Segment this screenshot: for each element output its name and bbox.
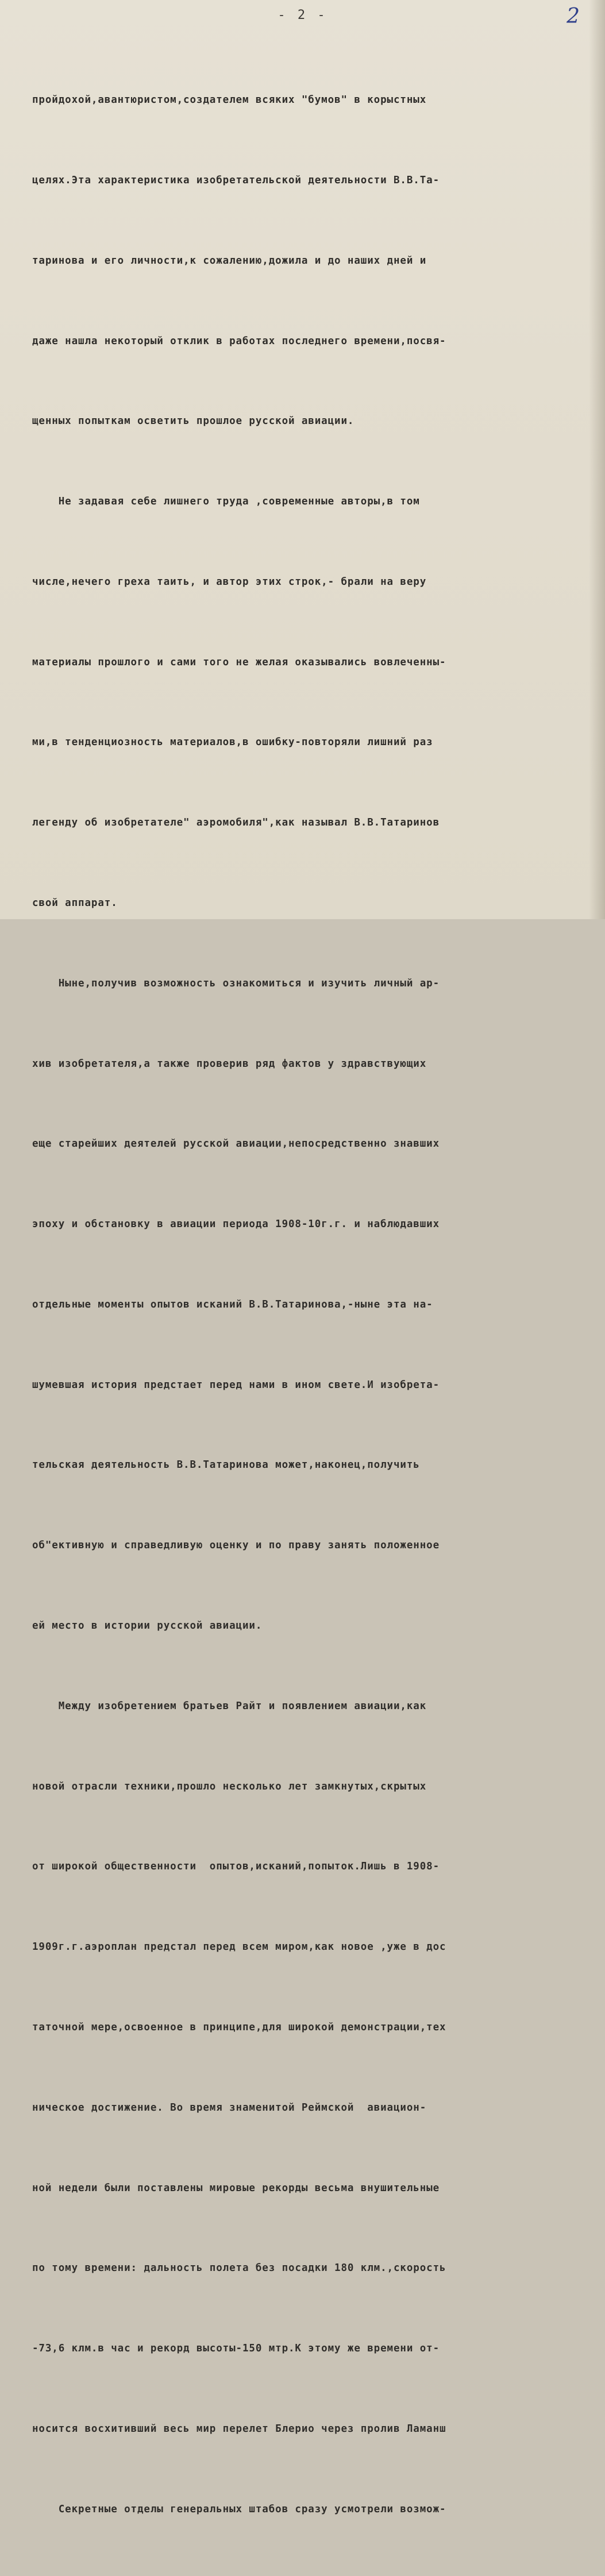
- text-line: шумевшая история предстает перед нами в ином свете.И изобрета-: [32, 1379, 440, 1391]
- text-line: пройдохой,авантюристом,создателем всяких "бумов" в корыстных: [32, 94, 427, 106]
- text-line: ной недели были поставлены мировые рекорды весьма внушительные: [32, 2182, 440, 2194]
- text-line: ническое достижение. Во время знаменитой Реймской авиацион-: [32, 2101, 427, 2114]
- text-line: свой аппарат.: [32, 897, 118, 909]
- text-line: 1909г.г.аэроплан предстал перед всем миром,как новое ,уже в дос: [32, 1941, 446, 1953]
- text-line: эпоху и обстановку в авиации периода 1908-10г.г. и наблюдавших: [32, 1218, 440, 1231]
- text-line: таточной мере,освоенное в принципе,для широкой демонстрации,тех: [32, 2021, 446, 2033]
- page-number: - 2 -: [278, 8, 327, 22]
- text-line: еще старейших деятелей русской авиации,непосредственно знавших: [32, 1138, 440, 1150]
- text-line: материалы прошлого и сами того не желая оказывались вовлеченны-: [32, 656, 446, 668]
- text-line: ей место в истории русской авиации.: [32, 1620, 263, 1632]
- text-line: об"ективную и справедливую оценку и по праву занять положенное: [32, 1540, 440, 1552]
- text-line: Секретные отделы генеральных штабов сразу усмотрели возмож-: [32, 2503, 446, 2515]
- text-line: даже нашла некоторый отклик в работах последнего времени,посвя-: [32, 335, 446, 347]
- text-line: от широкой общественности опытов,исканий,попыток.Лишь в 1908-: [32, 1861, 440, 1873]
- text-line: по тому времени: дальность полета без посадки 180 клм.,скорость: [32, 2262, 446, 2274]
- text-line: отдельные моменты опытов исканий В.В.Татаринова,-ныне эта на-: [32, 1298, 433, 1310]
- typed-text-body: [32, 33, 595, 2576]
- text-line: легенду об изобретателе" аэромобиля",как называл В.В.Татаринов: [32, 817, 440, 829]
- text-line: целях.Эта характеристика изобретательской деятельности В.В.Та-: [32, 174, 440, 186]
- text-line: Ныне,получив возможность ознакомиться и изучить личный ар-: [32, 977, 440, 989]
- text-line: новой отрасли техники,прошло несколько лет замкнутых,скрытых: [32, 1780, 427, 1792]
- text-line: числе,нечего греха таить, и автор этих строк,- брали на веру: [32, 576, 427, 588]
- text-line: ми,в тенденциозность материалов,в ошибку-повторяли лишний раз: [32, 736, 433, 749]
- text-line: хив изобретателя,а также проверив ряд фактов у здравствующих: [32, 1058, 427, 1070]
- text-line: носится восхитивший весь мир перелет Блерио через пролив Ламанш: [32, 2423, 446, 2435]
- text-line: тельская деятельность В.В.Татаринова может,наконец,получить: [32, 1459, 420, 1471]
- text-line: Между изобретением братьев Райт и появлением авиации,как: [32, 1700, 427, 1712]
- text-line: таринова и его личности,к сожалению,дожила и до наших дней и: [32, 254, 427, 267]
- text-line: -73,6 клм.в час и рекорд высоты-150 мтр.К этому же времени от-: [32, 2343, 440, 2355]
- text-line: Не задавая себе лишнего труда ,современные авторы,в том: [32, 496, 420, 508]
- handwritten-page-mark: 2: [567, 5, 580, 28]
- text-line: щенных попыткам осветить прошлое русской авиации.: [32, 415, 354, 427]
